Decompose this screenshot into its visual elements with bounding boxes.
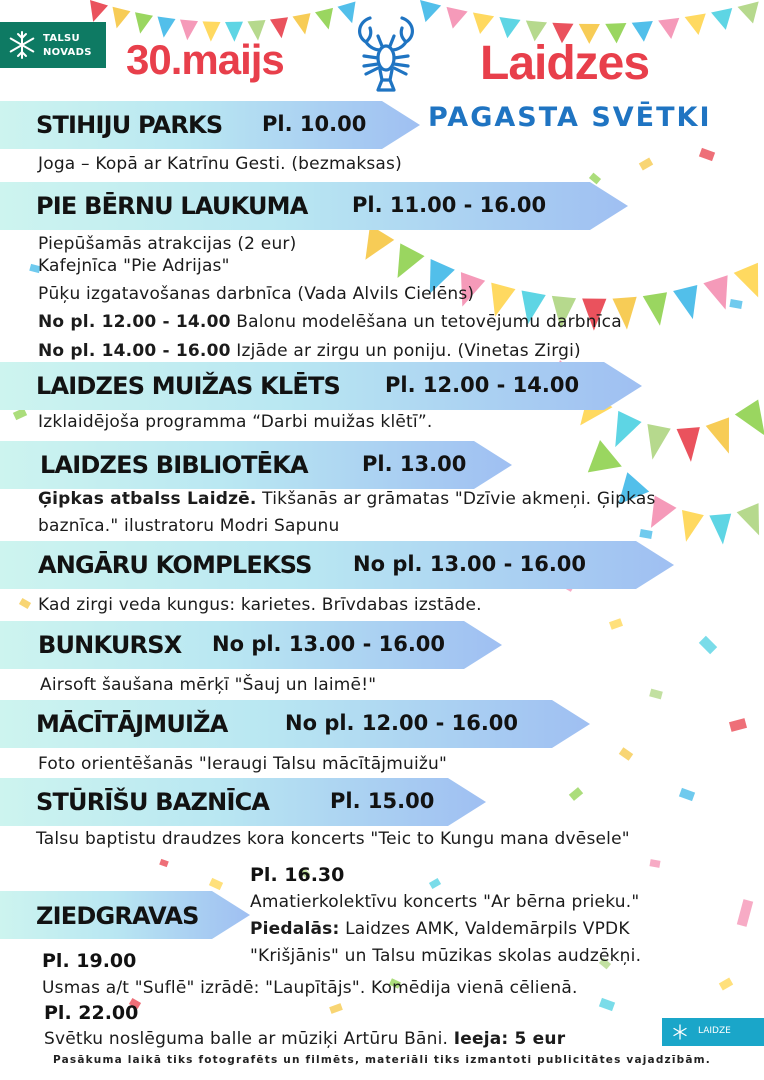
section-line: [38, 489, 656, 509]
section-title: ANGĀRU KOMPLEKSS: [38, 551, 312, 579]
time-label: No pl. 12.00 - 14.00: [38, 312, 231, 332]
section-line: Joga – Kopā ar Katrīnu Gesti. (bezmaksas): [38, 154, 402, 174]
logo-line2: NOVADS: [43, 47, 92, 58]
section-title: MĀCĪTĀJMUIŽA: [36, 710, 228, 738]
section-line: Kad zirgi veda kungus: karietes. Brīvdabas izstāde.: [38, 595, 482, 615]
program-time: Pl. 22.00: [44, 1002, 139, 1024]
logo-line1: TALSU: [43, 33, 80, 44]
program-line: Amatierkolektīvu koncerts "Ar bērna prieku.": [250, 892, 640, 912]
event-place: Laidzes: [480, 37, 650, 90]
section-title: STIHIJU PARKS: [36, 111, 223, 139]
intro-title: Ģipkas atbalss Laidzē.: [38, 489, 257, 509]
section-line: Izklaidējoša programma “Darbi muižas klētī”.: [38, 412, 433, 432]
crayfish-icon: [348, 12, 424, 100]
section-time: Pl. 10.00: [262, 112, 367, 136]
program-time: Pl. 19.00: [42, 950, 137, 972]
program-time: Pl. 16.30: [250, 864, 345, 886]
section-line: baznīca." ilustratoru Modri Sapunu: [38, 516, 340, 536]
participants-text: Laidzes AMK, Valdemārpils VPDK: [339, 919, 630, 939]
talsu-novads-logo: [0, 22, 106, 68]
entry-fee: Ieeja: 5 eur: [453, 1029, 566, 1049]
section-time: No pl. 13.00 - 16.00: [212, 632, 446, 656]
section-time: No pl. 12.00 - 16.00: [285, 711, 519, 735]
section-title: STŪRĪŠU BAZNĪCA: [36, 788, 270, 816]
section-line: Pūķu izgatavošanas darbnīca (Vada Alvils Cielēns): [38, 284, 475, 304]
participants-label: Piedalās:: [250, 919, 340, 939]
program-line: Usmas a/t "Suflē" izrādē: "Laupītājs". Komēdija vienā cēlienā.: [42, 978, 578, 998]
section-line: Foto orientēšanās "Ieraugi Talsu mācītājmuižu": [38, 754, 448, 774]
time-label: No pl. 14.00 - 16.00: [38, 341, 231, 361]
section-title: LAIDZES BIBLIOTĒKA: [40, 451, 308, 479]
laidze-tag: [662, 1018, 764, 1046]
section-line: Piepūšamās atrakcijas (2 eur): [38, 234, 297, 254]
snowflake-icon: [7, 30, 37, 60]
section-line-timed: [38, 341, 581, 361]
section-title: LAIDZES MUIŽAS KLĒTS: [36, 372, 341, 400]
section-time: Pl. 15.00: [330, 789, 435, 813]
section-title: ZIEDGRAVAS: [36, 902, 199, 930]
event-subtitle: PAGASTA SVĒTKI: [428, 102, 712, 133]
section-line: Airsoft šaušana mērķī "Šauj un laimē!": [40, 675, 377, 695]
section-time: No pl. 13.00 - 16.00: [353, 552, 587, 576]
section-title: PIE BĒRNU LAUKUMA: [36, 192, 308, 220]
tag-label: LAIDZE: [698, 1026, 731, 1036]
ball-text: Svētku noslēguma balle ar mūziķi Artūru Bāni.: [44, 1029, 454, 1049]
snowflake-icon: [672, 1024, 688, 1040]
section-line: Kafejnīca "Pie Adrijas": [38, 256, 230, 276]
section-time: Pl. 13.00: [362, 452, 467, 476]
section-title: BUNKURSX: [38, 631, 182, 659]
footer-disclaimer: Pasākuma laikā tiks fotografēts un filmēts, materiāli tiks izmantoti publicitātes vajadzībām.: [52, 1054, 711, 1066]
event-date: 30.maijs: [126, 36, 284, 83]
section-time: Pl. 12.00 - 14.00: [385, 373, 580, 397]
section-line-timed: [38, 312, 622, 332]
section-line: Talsu baptistu draudzes kora koncerts "Teic to Kungu mana dvēsele": [36, 829, 630, 849]
program-line: [250, 919, 630, 939]
activity-text: Balonu modelēšana un tetovējumu darbnīca: [230, 312, 622, 332]
activity-text: Izjāde ar zirgu un poniju. (Vinetas Zirgi): [230, 341, 581, 361]
program-line: [44, 1029, 565, 1049]
intro-text: Tikšanās ar grāmatas "Dzīvie akmeņi. Ģipkas: [256, 489, 656, 509]
section-time: Pl. 11.00 - 16.00: [352, 193, 547, 217]
program-line: "Krišjānis" un Talsu mūzikas skolas audzēkņi.: [250, 946, 642, 966]
